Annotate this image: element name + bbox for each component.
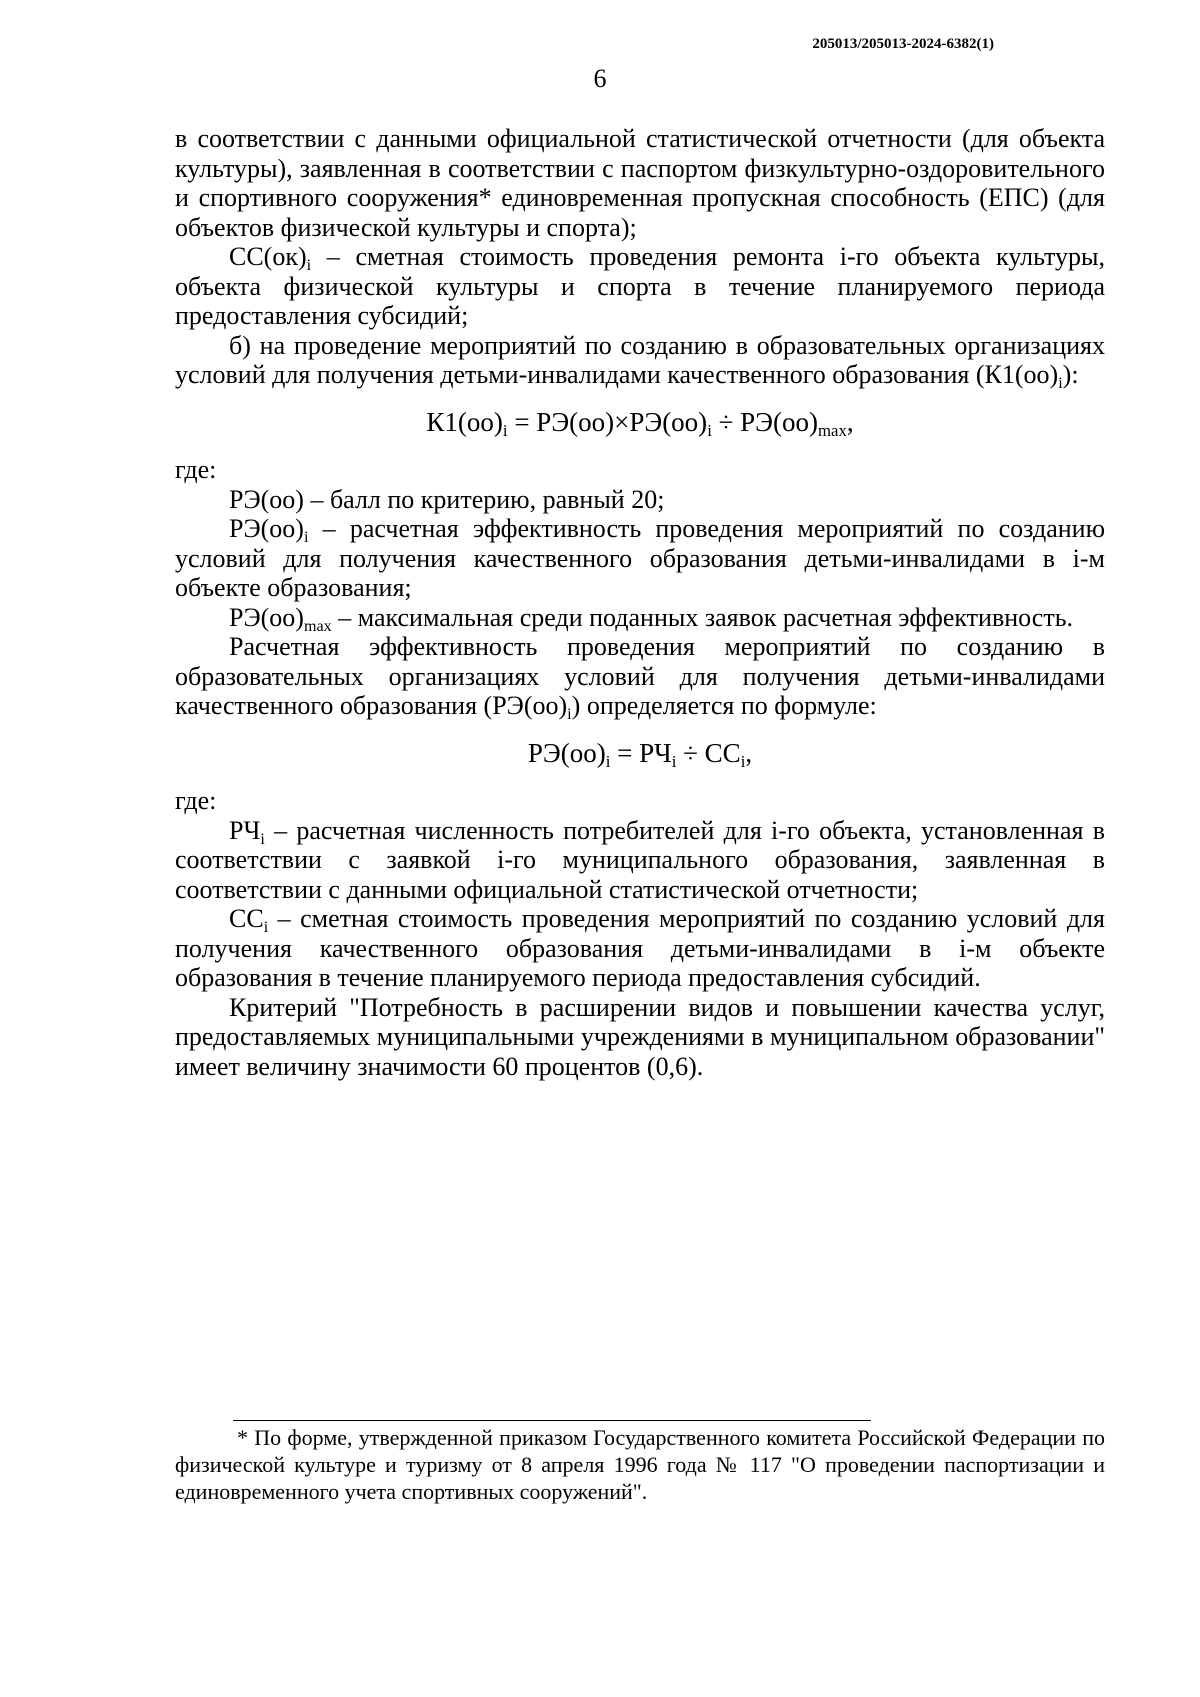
document-body (175, 124, 1105, 1081)
subscript: i (605, 751, 611, 771)
footnote-divider (233, 1420, 871, 1421)
subscript: i (306, 257, 312, 275)
footnote-text: * По форме, утвержденной приказом Государственного комитета Российской Федерации по физической культуре и туризму от 8 апреля 1996 года № 117 "О проведении паспортизации и единовременного учета спортивных сооружений". (175, 1425, 1105, 1504)
page-number: 6 (593, 64, 607, 93)
definition-text: – максимальная среди поданных заявок расчетная эффективность. (331, 602, 1074, 632)
formula-part: РЭ(оо) (527, 737, 606, 768)
formula-k1 (175, 390, 1105, 456)
definition-text: – сметная стоимость проведения мероприятий по созданию условий для получения качественного образования детьми-инвалидами в i-м объекте образования в течение планируемого периода предоставления субсидий. (175, 904, 1105, 992)
symbol: РЭ(оо) (229, 602, 304, 632)
symbol: СС (229, 904, 264, 933)
definition-rch (175, 816, 1105, 905)
paragraph-continuation: в соответствии с данными официальной статистической отчетности (для объекта культуры), заявленная в соответствии с паспортом физкультурно-оздоровительного и спортивного сооружения* единовременная пропускная способность (ЕПС) (для объектов физической культуры и спорта); (175, 124, 1105, 242)
subscript: i (303, 529, 309, 547)
formula-part: , (745, 737, 753, 768)
subscript: i (567, 706, 572, 724)
paragraph-text: Расчетная эффективность проведения мероприятий по созданию в образовательных организациях условий для получения детьми-инвалидами качественного образования (РЭ(оо) (175, 632, 1105, 720)
where-label: где: (175, 455, 217, 484)
subscript: i (260, 830, 265, 848)
formula-part: ÷ РЭ(оо) (711, 406, 818, 437)
subscript: i (263, 919, 269, 937)
footnote (175, 1424, 1105, 1505)
symbol: СС(ок) (229, 242, 307, 271)
formula-part: ÷ СС (676, 737, 741, 768)
paragraph-text: ): (1062, 360, 1079, 389)
formula-part: = РЭ(оо)×РЭ(оо) (507, 406, 708, 437)
paragraph-criterion: Критерий "Потребность в расширении видов и повышении качества услуг, предоставляемых муниципальными учреждениями в муниципальном образовании" имеет величину значимости 60 процентов (0,6). (175, 992, 1105, 1081)
symbol: РЧ (229, 815, 261, 845)
definition-text: – расчетная численность потребителей для i-го объекта, установленная в соответствии с заявкой i-го муниципального образования, заявленная в соответствии с данными официальной статистической отчетности; (175, 815, 1105, 904)
symbol: РЭ(оо) (229, 514, 304, 543)
subscript: i (1058, 375, 1063, 393)
subscript: i (707, 420, 712, 440)
definition-re-oo: РЭ(оо) – балл по критерию, равный 20; (229, 484, 665, 514)
subscript: max (303, 617, 332, 635)
formula-part: = РЧ (610, 737, 672, 768)
formula-part: , (846, 406, 854, 437)
definition-ss-ok (175, 242, 1105, 331)
paragraph-efficiency (175, 632, 1105, 724)
definition-text: – расчетная эффективность проведения мероприятий по созданию условий для получения качественного образования детьми-инвалидами в i-м объекте образования; (175, 514, 1105, 602)
subscript: i (740, 751, 746, 771)
paragraph-text: ) определяется по формуле: (571, 691, 877, 720)
subscript: max (818, 420, 847, 440)
subscript: i (502, 420, 508, 440)
definition-re-oo-max (175, 603, 1105, 633)
where-label: где: (175, 786, 217, 815)
paragraph-b (175, 330, 1105, 393)
subscript: i (671, 751, 677, 771)
formula-part: К1(оо) (426, 406, 503, 437)
definition-text: – сметная стоимость проведения ремонта i-го объекта культуры, объекта физической культуры и спорта в течение планируемого периода предоставления субсидий; (175, 242, 1105, 330)
document-id: 205013/205013-2024-6382(1) (812, 36, 994, 52)
definition-re-oo-i (175, 514, 1105, 603)
definition-ss (175, 904, 1105, 993)
paragraph-text: б) на проведение мероприятий по созданию в образовательных организациях условий для получения детьми-инвалидами качественного образования (К1(оо) (175, 330, 1105, 389)
formula-re (175, 721, 1105, 787)
